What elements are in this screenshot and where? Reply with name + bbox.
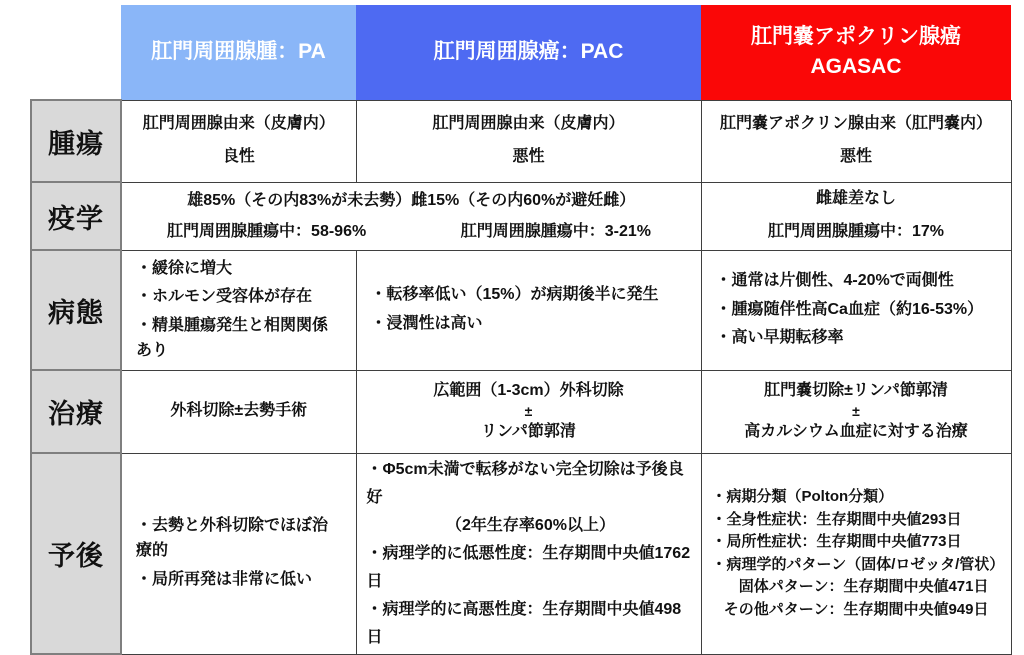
treatment-agasac-line1: 肛門嚢切除±リンパ節郭清 xyxy=(764,382,948,400)
row-pathology xyxy=(31,250,1011,370)
tumor-agasac-origin: 肛門嚢アポクリン腺由来（肛門嚢内） xyxy=(719,115,992,133)
treatment-agasac-line3: 高カルシウム血症に対する治療 xyxy=(744,423,968,441)
cell-tumor-pac xyxy=(356,100,701,182)
cell-pathology-agasac xyxy=(701,250,1011,370)
prognosis-pac-subitem: （2年生存率60%以上） xyxy=(446,516,615,534)
prognosis-agasac-item: ・病理学的パターン（固体/ロゼッタ/管状） xyxy=(711,555,1005,573)
prognosis-pac-item: ・病理学的に低悪性度：生存期間中央値1762日 xyxy=(366,544,691,590)
row-label-epidemiology: 疫学 xyxy=(31,182,121,250)
header-agasac xyxy=(701,5,1011,100)
epidemiology-male: 雄85%（その内83%が未去勢） xyxy=(187,192,412,210)
row-label-treatment: 治療 xyxy=(31,370,121,453)
header-pa-title: 肛門周囲腺腫：PA xyxy=(151,40,326,64)
prognosis-agasac-subitem: 固体パターン：生存期間中央値471日 xyxy=(738,578,989,596)
prognosis-pa-list xyxy=(122,508,356,598)
tumor-pac-nature: 悪性 xyxy=(512,148,545,165)
cell-pathology-pac xyxy=(356,250,701,370)
header-blank-cell xyxy=(31,5,121,100)
cell-prognosis-agasac xyxy=(701,453,1011,654)
prognosis-agasac-item: ・局所性症状：生存期間中央値773日 xyxy=(711,533,962,551)
epidemiology-share-line xyxy=(122,214,701,245)
header-pac-title: 肛門周囲腺癌：PAC xyxy=(433,40,624,64)
prognosis-agasac-item: ・病期分類（Polton分類） xyxy=(711,488,894,506)
row-label-tumor: 腫瘍 xyxy=(31,100,121,182)
row-tumor xyxy=(31,100,1011,182)
tumor-pa-origin: 肛門周囲腺由来（皮膚内） xyxy=(142,115,335,133)
pathology-agasac-list xyxy=(702,263,1011,357)
cell-treatment-pac xyxy=(356,370,701,453)
pathology-pac-item: ・転移率低い（15%）が病期後半に発生 xyxy=(370,286,659,304)
row-label-prognosis: 予後 xyxy=(31,453,121,654)
pathology-pa-item: ・ホルモン受容体が存在 xyxy=(136,288,313,306)
row-prognosis xyxy=(31,453,1011,654)
prognosis-agasac-list xyxy=(702,484,1011,623)
header-agasac-title-line2: AGASAC xyxy=(810,55,902,79)
pathology-agasac-item: ・高い早期転移率 xyxy=(715,329,844,347)
treatment-agasac-plusminus: ± xyxy=(852,403,860,420)
prognosis-pac-item: ・Φ5cm未満で転移がない完全切除は予後良好 xyxy=(366,460,684,506)
epidemiology-pa-share: 肛門周囲腺腫瘍中：58-96% xyxy=(167,223,367,240)
pathology-pac-item: ・浸潤性は高い xyxy=(370,315,483,333)
pathology-agasac-item: ・通常は片側性、4-20%で両側性 xyxy=(715,271,954,289)
prognosis-pac-list xyxy=(357,454,701,654)
epidemiology-agasac-share: 肛門周囲腺腫瘍中：17% xyxy=(767,223,945,240)
pathology-pa-item: ・緩徐に増大 xyxy=(136,259,233,277)
cell-treatment-agasac xyxy=(701,370,1011,453)
prognosis-agasac-subitem: その他パターン：生存期間中央値949日 xyxy=(723,600,989,618)
tumor-pac-origin: 肛門周囲腺由来（皮膚内） xyxy=(432,115,625,133)
epidemiology-pac-share: 肛門周囲腺腫瘍中：3-21% xyxy=(460,223,651,240)
treatment-pac-plusminus: ± xyxy=(524,403,533,420)
pathology-pa-list xyxy=(122,251,356,370)
prognosis-agasac-item: ・全身性症状：生存期間中央値293日 xyxy=(711,510,962,528)
cell-tumor-agasac xyxy=(701,100,1011,182)
pathology-pac-list xyxy=(357,277,701,343)
header-agasac-title-line1: 肛門嚢アポクリン腺癌 xyxy=(751,24,961,48)
header-pac xyxy=(356,5,701,100)
epidemiology-sex-line xyxy=(122,187,701,214)
cell-prognosis-pac xyxy=(356,453,701,654)
header-row xyxy=(31,5,1011,100)
cell-epidemiology-pa-pac xyxy=(121,182,701,250)
pathology-pa-item: ・精巣腫瘍発生と相関関係あり xyxy=(136,317,329,359)
row-treatment xyxy=(31,370,1011,453)
treatment-pac-line3: リンパ節郭清 xyxy=(481,423,576,441)
cell-tumor-pa xyxy=(121,100,356,182)
tumor-agasac-nature: 悪性 xyxy=(839,148,872,165)
treatment-pac-line1: 広範囲（1-3cm）外科切除 xyxy=(433,382,624,400)
tumor-pa-nature: 良性 xyxy=(222,148,255,165)
row-epidemiology xyxy=(31,182,1011,250)
epidemiology-female: 雌15%（その内60%が避妊雌） xyxy=(411,192,636,210)
treatment-pa-text: 外科切除±去勢手術 xyxy=(170,402,308,420)
cell-prognosis-pa xyxy=(121,453,356,654)
prognosis-pa-item: ・局所再発は非常に低い xyxy=(136,571,313,589)
row-label-pathology: 病態 xyxy=(31,250,121,370)
prognosis-pa-item: ・去勢と外科切除でほぼ治療的 xyxy=(136,517,329,560)
pathology-agasac-item: ・腫瘍随伴性高Ca血症（約16-53%） xyxy=(715,300,984,318)
cell-treatment-pa xyxy=(121,370,356,453)
header-pa xyxy=(121,5,356,100)
cell-pathology-pa xyxy=(121,250,356,370)
cell-epidemiology-agasac xyxy=(701,182,1011,250)
prognosis-pac-item: ・病理学的に高悪性度：生存期間中央値498日 xyxy=(366,600,682,646)
epidemiology-agasac-sex: 雌雄差なし xyxy=(815,190,896,208)
comparison-table xyxy=(30,5,1012,655)
